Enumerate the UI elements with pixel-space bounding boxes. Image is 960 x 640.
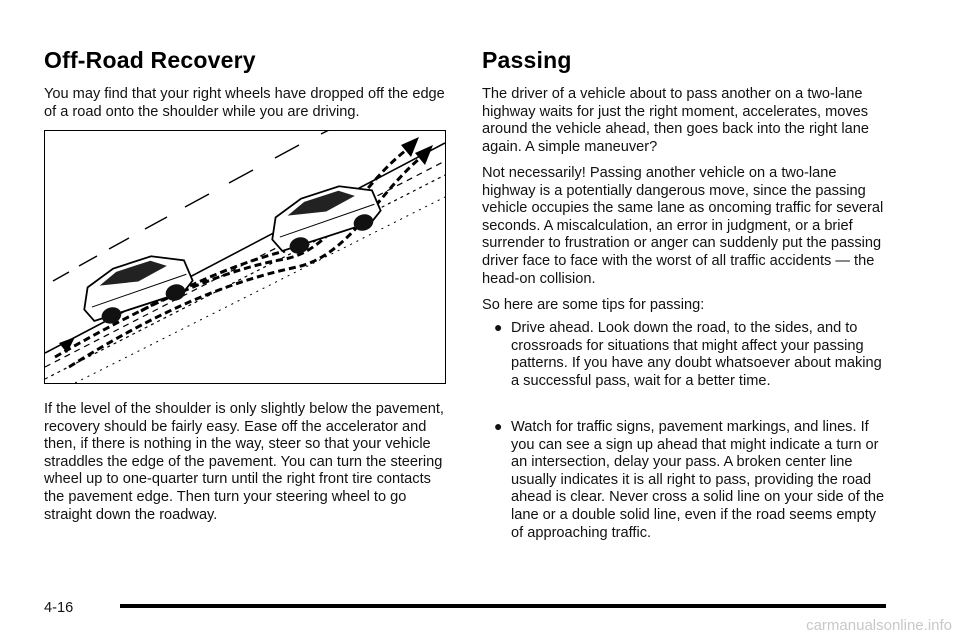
- off-road-recovery-heading: Off-Road Recovery: [44, 47, 256, 73]
- recovery-path-arrows: [55, 151, 419, 367]
- off-road-intro-paragraph: You may find that your right wheels have dropped off the edge of a road onto the shoulder while you are driving.: [44, 86, 445, 120]
- passing-heading: Passing: [482, 47, 572, 73]
- passing-tips-list-2: [482, 419, 892, 542]
- passing-paragraph-1: The driver of a vehicle about to pass another on a two-lane highway waits for just the right moment, accelerates, moves around the vehicle ahead, then goes back into the right lane again. A simple maneuver?: [482, 86, 870, 155]
- passing-tips-intro: So here are some tips for passing:: [482, 297, 705, 313]
- bullet-icon: ●: [494, 319, 503, 335]
- passing-paragraph-2: Not necessarily! Passing another vehicle on a two-lane highway is a potentially dangerous move, since the passing vehicle occupies the same lane as oncoming traffic for several seconds. A miscalculation, an error in judgment, or a brief surrender to frustration or anger can suddenly put the passing driver face to face with the worst of all traffic accidents — the head-on collision.: [482, 165, 884, 287]
- car-rear-icon: [75, 246, 198, 330]
- list-item: [482, 320, 892, 390]
- page-number: 4-16: [44, 600, 74, 616]
- footer-rule: [120, 604, 886, 608]
- road-illustration-svg: [45, 131, 445, 383]
- bullet-text: Watch for traffic signs, pavement markings, and lines. If you can see a sign up ahead that might indicate a turn or an intersection, delay your pass. A broken center line usually indicates it is all right to pass, providing the road ahead is clear. Never cross a solid line on your side of the lane or a double solid line, even if the road seems empty of approaching traffic.: [511, 419, 885, 541]
- off-road-body-paragraph: If the level of the shoulder is only slightly below the pavement, recovery should be fairly easy. Ease off the accelerator and then, if there is nothing in the way, steer so that your vehicle straddles the edge of the pavement. You can turn the steering wheel up to one-quarter turn until the right front tire contacts the pavement edge. Then turn your steering wheel to go straight down the roadway.: [44, 401, 444, 523]
- list-item: [482, 419, 892, 542]
- passing-tips-list-1: [482, 320, 892, 390]
- bullet-icon: ●: [494, 418, 503, 434]
- off-road-recovery-illustration: [44, 130, 446, 384]
- car-front-icon: [263, 176, 386, 260]
- watermark-text: carmanualsonline.info: [806, 617, 952, 634]
- bullet-text: Drive ahead. Look down the road, to the sides, and to crossroads for situations that might affect your passing patterns. If you have any doubt whatsoever about making a successful pass, wait for a better time.: [511, 320, 882, 389]
